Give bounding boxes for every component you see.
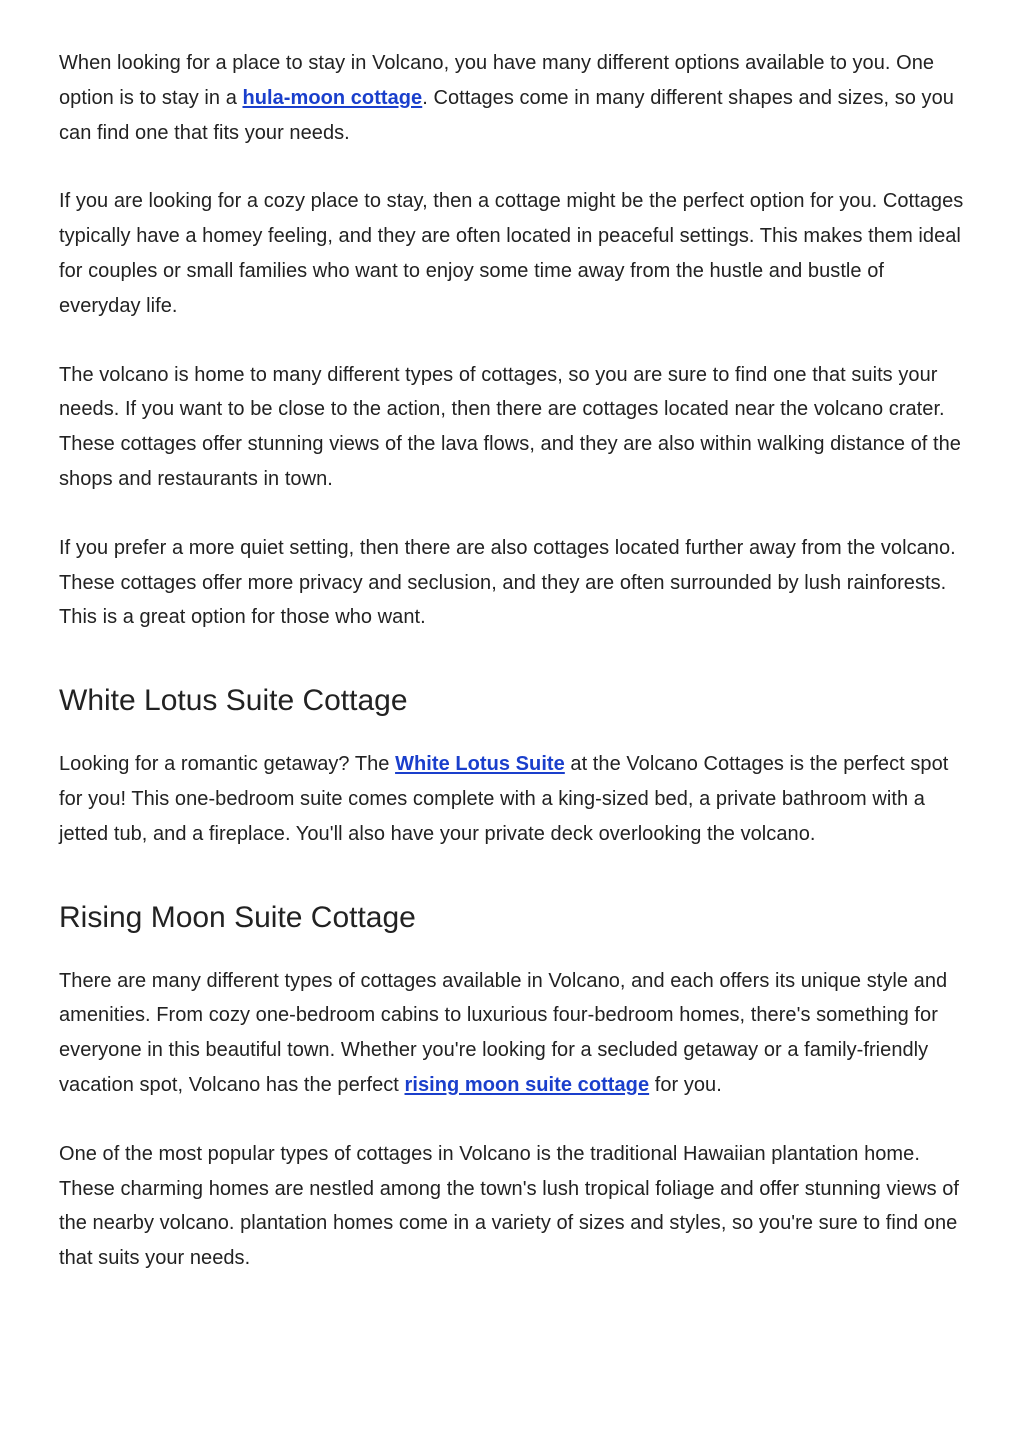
paragraph-spacer: [59, 324, 965, 358]
white-lotus-suite-link[interactable]: White Lotus Suite: [395, 753, 565, 776]
rising-moon-suite-cottage-link[interactable]: rising moon suite cottage: [404, 1073, 650, 1096]
intro-paragraph-3: The volcano is home to many different types of cottages, so you are sure to find one that suits your needs. If you want to be close to the action, then there are cottages located near the volcano crater. These cottages offer stunning views of the lava flows, and they are also within walking distance of the shops and restaurants in town.: [59, 363, 961, 490]
section-spacer: [59, 635, 965, 682]
intro-paragraph-1: [59, 46, 965, 150]
rising-moon-paragraph-2: One of the most popular types of cottages in Volcano is the traditional Hawaiian plantation home. These charming homes are nestled among the town's lush tropical foliage and offer stunning views of the nearby volcano. plantation homes come in a variety of sizes and styles, so you're sure to find one that suits your needs.: [59, 1142, 960, 1270]
white-lotus-paragraph: [59, 747, 965, 851]
intro-paragraph-4: If you prefer a more quiet setting, then there are also cottages located further away from the volcano. These cottages offer more privacy and seclusion, and they are often surrounded by lush rainforests. This is a great option for those who want.: [59, 536, 956, 629]
intro-paragraph-2: If you are looking for a cozy place to stay, then a cottage might be the perfect option for you. Cottages typically have a homey feeling, and they are often located in peaceful settings. This makes them ideal for couples or small families who want to enjoy some time away from the hustle and bustle of everyday life.: [59, 190, 964, 317]
white-lotus-text-before: Looking for a romantic getaway? The: [59, 753, 396, 776]
intro-p1-text-after: . Cottages come in many different shapes and sizes, so you can find one that fits your needs.: [59, 86, 954, 144]
heading-spacer: [59, 937, 965, 964]
hula-moon-cottage-link[interactable]: hula-moon cottage: [242, 86, 423, 109]
white-lotus-heading: White Lotus Suite Cottage: [59, 684, 408, 718]
rising-moon-heading: Rising Moon Suite Cottage: [59, 900, 416, 934]
paragraph-spacer: [59, 150, 965, 184]
section-spacer: [59, 852, 965, 899]
paragraph-spacer: [59, 497, 965, 531]
rising-moon-paragraph-1: [59, 964, 965, 1103]
intro-p1-text-before: When looking for a place to stay in Volcano, you have many different options available to you. One option is to stay in a: [59, 52, 935, 109]
rising-moon-text-after: for you.: [649, 1073, 722, 1096]
paragraph-spacer: [59, 1103, 965, 1137]
heading-spacer: [59, 720, 965, 747]
white-lotus-text-after: at the Volcano Cottages is the perfect spot for you! This one-bedroom suite comes complete with a king-sized bed, a private bathroom with a jetted tub, and a fireplace. You'll also have your private deck overlooking the volcano.: [59, 753, 949, 845]
rising-moon-text-before: There are many different types of cottages available in Volcano, and each offers its unique style and amenities. From cozy one-bedroom cabins to luxurious four-bedroom homes, there's something for everyone in this beautiful town. Whether you're looking for a secluded getaway or a family-friendly vacation spot, Volcano has the perfect: [59, 969, 948, 1096]
